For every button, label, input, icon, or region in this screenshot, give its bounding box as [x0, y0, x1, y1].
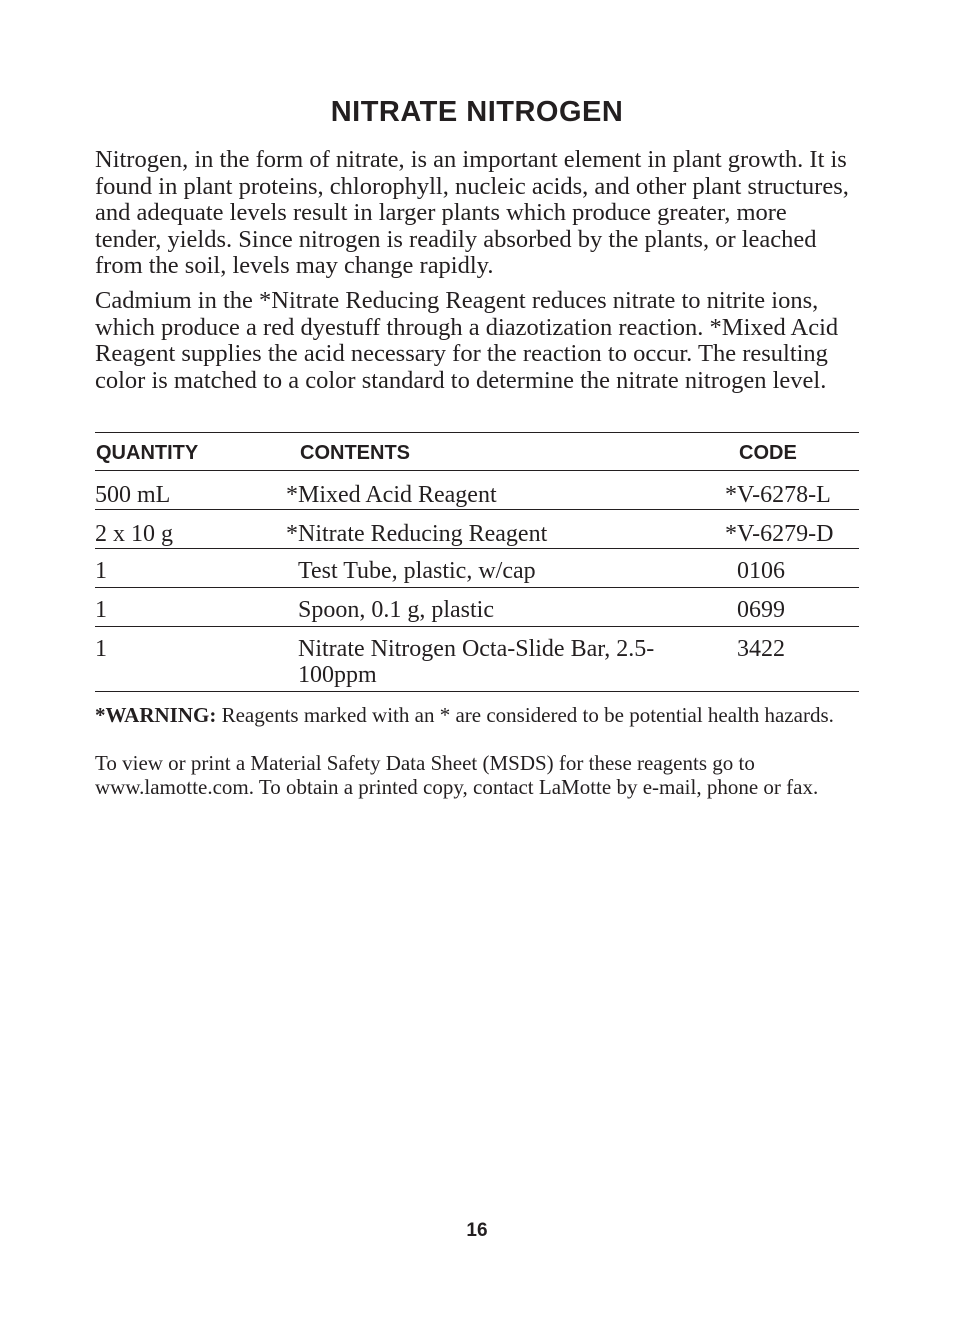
- cell-quantity: 1: [95, 558, 107, 584]
- cell-quantity: 500 mL: [95, 482, 171, 508]
- cell-contents: Spoon, 0.1 g, plastic: [298, 597, 494, 623]
- cell-contents: *Nitrate Reducing Reagent: [286, 521, 548, 547]
- cell-contents: Test Tube, plastic, w/cap: [298, 558, 536, 584]
- cell-quantity: 2 x 10 g: [95, 521, 173, 547]
- warning-note: [95, 703, 859, 727]
- cell-code: *V-6278-L: [725, 482, 831, 508]
- page-number: 16: [466, 1220, 488, 1241]
- table-row: [95, 588, 859, 627]
- cell-code: 3422: [737, 636, 785, 662]
- cell-code: 0106: [737, 558, 785, 584]
- header-quantity: QUANTITY: [96, 442, 199, 464]
- table-row: [95, 549, 859, 588]
- warning-label: *WARNING:: [95, 703, 217, 727]
- table-row: [95, 471, 859, 510]
- header-contents: CONTENTS: [300, 442, 410, 464]
- table-row: [95, 627, 859, 692]
- cell-quantity: 1: [95, 636, 107, 662]
- contents-table: [95, 432, 859, 692]
- intro-paragraph-1: Nitrogen, in the form of nitrate, is an important element in plant growth. It is found in plant proteins, chlorophyll, nucleic acids, and other plant structures, and adequate levels result in larger plants which produce greater, more tender, yields. Since nitrogen is readily absorbed by the plants, or leached from the soil, levels may change rapidly.: [95, 146, 849, 279]
- cell-quantity: 1: [95, 597, 107, 623]
- cell-code: 0699: [737, 597, 785, 623]
- table-row: [95, 510, 859, 549]
- cell-contents: *Mixed Acid Reagent: [286, 482, 497, 508]
- header-code: CODE: [739, 442, 797, 464]
- cell-contents: Nitrate Nitrogen Octa-Slide Bar, 2.5-100ppm: [298, 636, 655, 688]
- cell-code: *V-6279-D: [725, 521, 834, 547]
- table-header: [95, 433, 859, 471]
- msds-note: To view or print a Material Safety Data Sheet (MSDS) for these reagents go to www.lamotte.com. To obtain a printed copy, contact LaMotte by e-mail, phone or fax.: [95, 751, 819, 799]
- intro-paragraph-2: Cadmium in the *Nitrate Reducing Reagent reduces nitrate to nitrite ions, which produce a red dyestuff through a diazotization reaction. *Mixed Acid Reagent supplies the acid necessary for the reaction to occur. The resulting color is matched to a color standard to determine the nitrate nitrogen level.: [95, 287, 839, 394]
- page-title: NITRATE NITROGEN: [330, 96, 624, 128]
- warning-text: Reagents marked with an * are considered to be potential health hazards.: [216, 703, 834, 727]
